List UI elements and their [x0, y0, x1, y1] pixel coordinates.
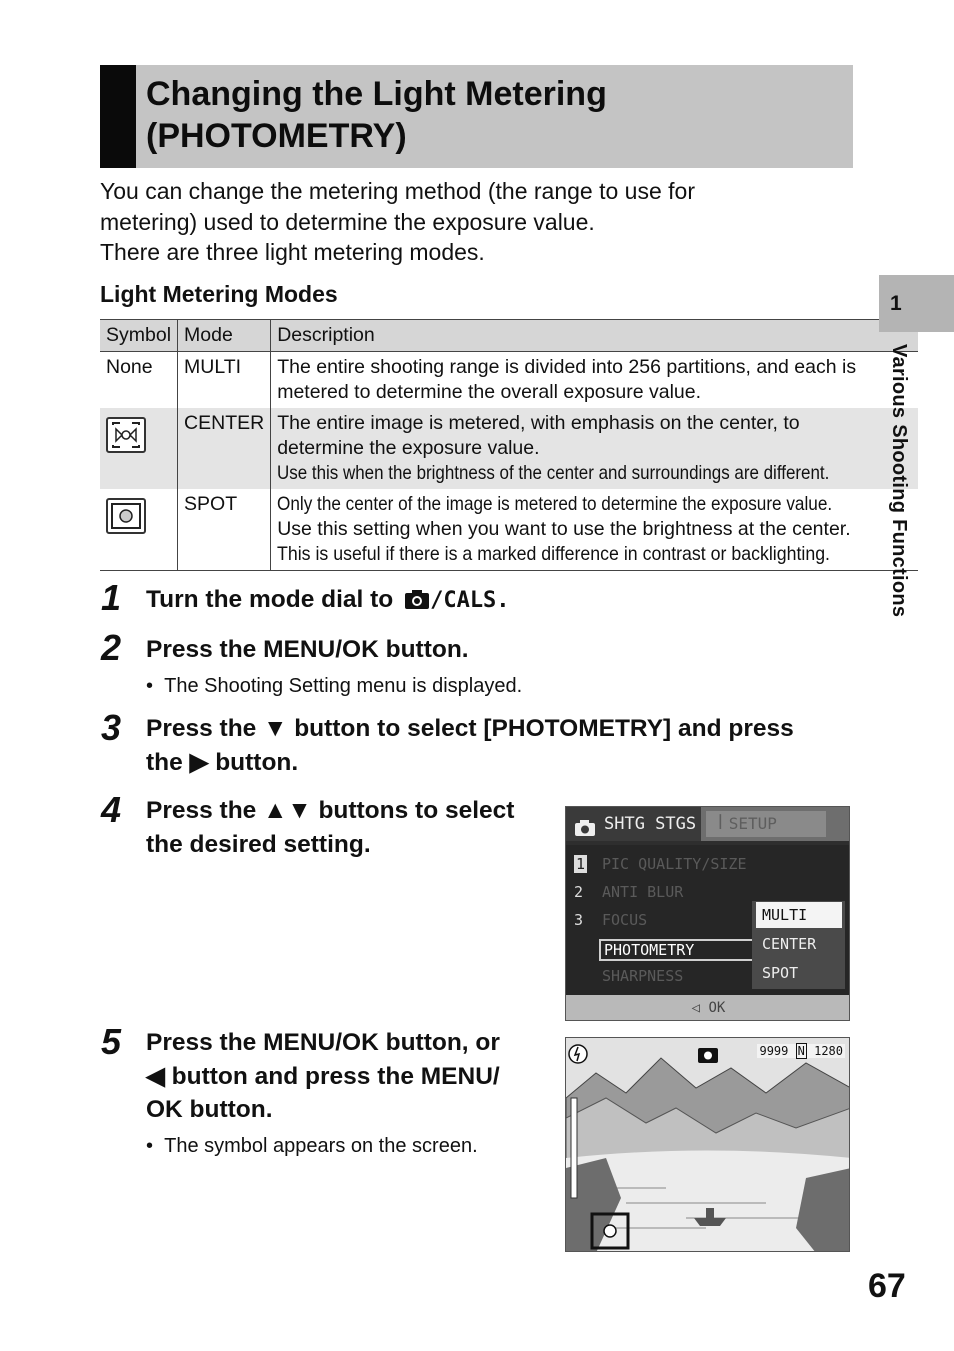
step-text-part: OK button. — [146, 1096, 273, 1123]
table-row — [100, 489, 918, 571]
center-metering-icon — [106, 417, 146, 453]
menu-footer — [566, 995, 850, 1021]
description-line: Use this setting when you want to use the brightness at the center. — [277, 518, 851, 540]
status-readout — [757, 1044, 845, 1058]
header-symbol: Symbol — [100, 320, 178, 352]
section-heading: Light Metering Modes — [100, 281, 338, 307]
menu-item: FOCUS — [602, 911, 648, 929]
description-line: Use this when the brightness of the center and surroundings are different. — [277, 462, 830, 484]
header-description: Description — [271, 320, 918, 352]
mode-cell: CENTER — [178, 408, 271, 489]
symbol-cell: None — [100, 352, 178, 409]
wrench-icon: ꟾ — [718, 814, 723, 833]
intro-line: There are three light metering modes. — [100, 239, 485, 265]
symbol-cell — [100, 408, 178, 489]
menu-page-number: 1 — [576, 855, 586, 873]
step-text: Press the MENU/OK button. — [146, 636, 469, 663]
camera-mode-icon — [404, 586, 430, 620]
mode-cell: SPOT — [178, 489, 271, 571]
page-number: 67 — [868, 1267, 906, 1305]
tab-shooting-settings — [566, 807, 701, 841]
tab-label: SHTG STGS — [604, 814, 697, 834]
bullet-text: The symbol appears on the screen. — [164, 1135, 478, 1157]
page-title-line1: Changing the Light Metering — [146, 75, 607, 113]
footer-label: OK — [708, 1000, 726, 1016]
image-size: 1280 — [814, 1044, 843, 1058]
page-title — [146, 73, 846, 157]
step-bullet: • The symbol appears on the screen. — [146, 1135, 478, 1157]
page-title-line2: (PHOTOMETRY) — [146, 117, 407, 155]
down-arrow-icon: ▼ — [263, 715, 288, 742]
table-row — [100, 352, 918, 409]
metering-modes-table — [100, 319, 918, 571]
bullet-text: The Shooting Setting menu is displayed. — [164, 675, 523, 697]
camera-menu-screenshot — [565, 806, 850, 1021]
camera-icon — [574, 815, 596, 849]
options-popup — [752, 901, 845, 989]
step-bullet: • The Shooting Setting menu is displayed. — [146, 675, 523, 697]
menu-item: PIC QUALITY/SIZE — [602, 855, 747, 873]
spot-metering-icon — [106, 498, 146, 534]
title-accent-bar — [100, 65, 136, 168]
option-item: MULTI — [756, 902, 842, 928]
mode-cell: MULTI — [178, 352, 271, 409]
menu-page-number: 2 — [574, 883, 584, 901]
menu-item: SHARPNESS — [602, 967, 684, 985]
step-number: 3 — [101, 707, 122, 748]
tab-label: SETUP — [728, 814, 777, 833]
step-text-part: Press the MENU/OK button, or — [146, 1029, 500, 1056]
shots-remaining: 9999 — [759, 1044, 789, 1058]
description-line: Only the center of the image is metered to determine the exposure value. — [277, 493, 833, 515]
menu-page-number: 3 — [574, 911, 584, 929]
header-mode: Mode — [178, 320, 271, 352]
step-text-part: buttons to select — [318, 797, 515, 824]
step-text — [146, 712, 794, 779]
description-cell — [271, 489, 918, 571]
step-number: 1 — [101, 577, 122, 618]
quality-indicator: N — [797, 1044, 805, 1058]
step-text-part: button and press the MENU/ — [171, 1062, 500, 1090]
description-line: This is useful if there is a marked difference in contrast or backlighting. — [277, 543, 831, 565]
description-line: determine the exposure value. — [277, 437, 540, 459]
menu-item-selected: PHOTOMETRY — [599, 939, 755, 961]
tab-setup — [706, 811, 826, 837]
step-text — [146, 583, 510, 620]
right-arrow-icon: ▶ — [189, 748, 209, 776]
landscape-image — [566, 1038, 850, 1252]
chapter-label — [874, 344, 914, 684]
symbol-cell — [100, 489, 178, 571]
intro-paragraph — [100, 176, 860, 268]
step-text-part: button to select [PHOTOMETRY] and press — [294, 715, 794, 742]
chapter-number: 1 — [890, 292, 902, 315]
table-row — [100, 408, 918, 489]
live-view-screenshot — [565, 1037, 850, 1252]
description-cell — [271, 352, 918, 409]
step-number: 2 — [101, 627, 122, 668]
table-header-row — [100, 320, 918, 352]
step-text-part: the desired setting. — [146, 830, 371, 858]
left-triangle-icon: ◁ — [691, 1000, 709, 1016]
option-item: CENTER — [762, 935, 817, 953]
option-item: SPOT — [762, 964, 799, 982]
chapter-label-text: Various Shooting Functions — [888, 344, 910, 618]
step-text-suffix: /CALS. — [430, 588, 510, 613]
step-text — [146, 794, 514, 861]
description-line: metered to determine the overall exposure value. — [277, 381, 702, 403]
step-text-part: Press the — [146, 715, 257, 742]
step-number: 5 — [101, 1021, 122, 1062]
description-cell — [271, 408, 918, 489]
left-arrow-icon: ◀ — [146, 1062, 165, 1090]
up-down-arrows-icon: ▲▼ — [263, 797, 312, 824]
step-text-part: the — [146, 748, 183, 776]
step-text — [146, 1026, 500, 1127]
step-number: 4 — [101, 789, 122, 830]
intro-line: You can change the metering method (the range to use for — [100, 178, 695, 204]
description-line: The entire shooting range is divided into 256 partitions, and each is — [277, 356, 857, 378]
step-text-part: button. — [215, 748, 299, 776]
intro-line: metering) used to determine the exposure value. — [100, 208, 595, 235]
description-line: The entire image is metered, with emphasis on the center, to — [277, 412, 800, 434]
step-text-label: Turn the mode dial to — [146, 586, 394, 613]
step-text-part: Press the — [146, 797, 257, 824]
menu-item: ANTI BLUR — [602, 883, 684, 901]
